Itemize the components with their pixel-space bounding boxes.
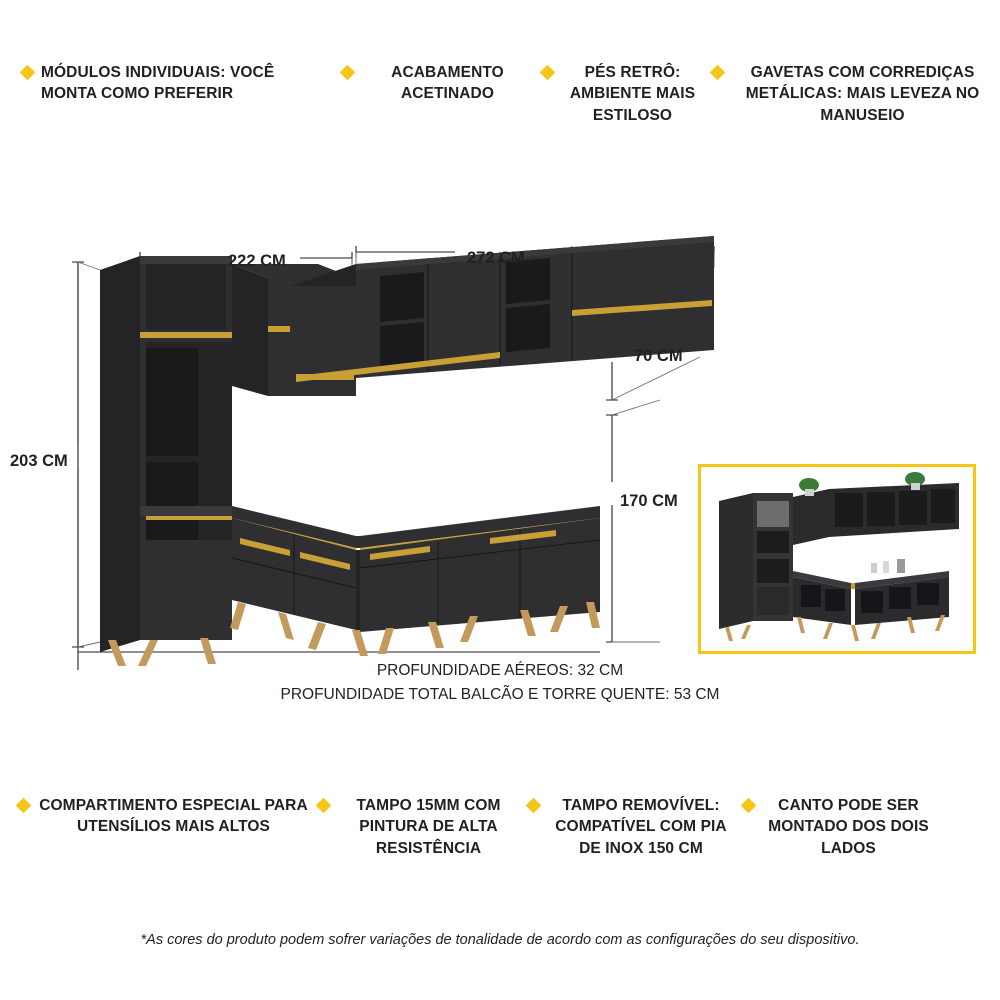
feature-label: CANTO PODE SER MONTADO DOS DOIS LADOS bbox=[768, 797, 929, 857]
feature-item bbox=[18, 62, 338, 126]
diamond-bullet-icon bbox=[20, 65, 36, 81]
diamond-bullet-icon bbox=[340, 65, 356, 81]
diamond-bullet-icon bbox=[741, 798, 757, 814]
diamond-bullet-icon bbox=[540, 65, 556, 81]
diamond-bullet-icon bbox=[316, 798, 332, 814]
feature-item bbox=[739, 795, 939, 859]
inset-room-photo bbox=[698, 464, 976, 654]
inset-illustration bbox=[701, 467, 973, 651]
feature-label: TAMPO REMOVÍVEL: COMPATÍVEL COM PIA DE INOX 150 CM bbox=[555, 797, 727, 857]
feature-label: PÉS RETRÔ: AMBIENTE MAIS ESTILOSO bbox=[569, 64, 696, 124]
dimension-height-total: 203 CM bbox=[10, 452, 68, 470]
diamond-bullet-icon bbox=[526, 798, 542, 814]
tall-tower-module bbox=[100, 256, 232, 652]
dimension-height-lower: 170 CM bbox=[620, 492, 678, 510]
depth-note-balcao: PROFUNDIDADE TOTAL BALCÃO E TORRE QUENTE: 53 CM bbox=[280, 686, 720, 703]
feature-label: ACABAMENTO ACETINADO bbox=[391, 64, 504, 103]
depth-note-aereos: PROFUNDIDADE AÉREOS: 32 CM bbox=[376, 662, 624, 679]
feature-label: TAMPO 15MM COM PINTURA DE ALTA RESISTÊNCIA bbox=[356, 797, 501, 857]
feature-item bbox=[14, 795, 314, 859]
diamond-bullet-icon bbox=[710, 65, 726, 81]
feature-list-bottom bbox=[0, 795, 1000, 859]
feature-list-top bbox=[0, 62, 1000, 126]
diamond-bullet-icon bbox=[16, 798, 32, 814]
feature-label: GAVETAS COM CORREDIÇAS METÁLICAS: MAIS LEVEZA NO MANUSEIO bbox=[745, 64, 980, 124]
dimension-width-left: 222 CM bbox=[228, 252, 286, 270]
dimension-width-right: 272 CM bbox=[467, 249, 525, 267]
dimension-height-upper: 70 CM bbox=[634, 347, 683, 365]
feature-label: COMPARTIMENTO ESPECIAL PARA UTENSÍLIOS MAIS ALTOS bbox=[39, 797, 308, 836]
base-corner-module bbox=[356, 550, 360, 632]
feature-item bbox=[314, 795, 524, 859]
feature-item bbox=[338, 62, 538, 126]
color-disclaimer-footnote: *As cores do produto podem sofrer variações de tonalidade de acordo com as configurações do seu dispositivo. bbox=[140, 932, 860, 948]
feature-item bbox=[524, 795, 739, 859]
feature-label: MÓDULOS INDIVIDUAIS: VOCÊ MONTA COMO PREFERIR bbox=[41, 64, 275, 103]
feature-item bbox=[538, 62, 708, 126]
feature-item bbox=[708, 62, 998, 126]
